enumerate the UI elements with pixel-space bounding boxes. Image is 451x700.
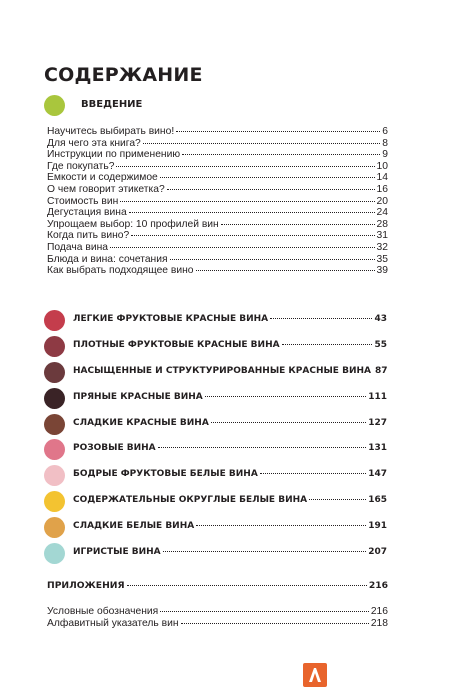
section-page: 127 — [368, 417, 387, 428]
toc-entry-page: 31 — [376, 230, 388, 242]
toc-entry-title: Алфавитный указатель вин — [47, 617, 179, 629]
toc-entry-page: 10 — [376, 160, 388, 172]
section-title: ИГРИСТЫЕ ВИНА — [73, 547, 161, 558]
dot-leader — [196, 270, 375, 271]
toc-entry[interactable] — [47, 172, 388, 184]
section-color-dot — [44, 543, 65, 564]
toc-entry-title: О чем говорит этикетка? — [47, 183, 165, 195]
toc-entry-page: 14 — [376, 172, 388, 184]
section-entry[interactable] — [44, 362, 387, 383]
section-entry[interactable] — [44, 310, 387, 331]
dot-leader — [163, 551, 367, 552]
dot-leader — [160, 177, 375, 178]
toc-entry-title: Когда пить вино? — [47, 230, 130, 242]
dot-leader — [170, 259, 375, 260]
section-color-dot — [44, 336, 65, 357]
toc-entry-page: 216 — [370, 606, 388, 617]
section-entry[interactable] — [44, 465, 387, 486]
toc-entry[interactable] — [47, 126, 388, 138]
dot-leader — [205, 396, 366, 397]
toc-entry-title: Подача вина — [47, 241, 108, 253]
dot-leader — [309, 499, 366, 500]
section-page: 87 — [374, 365, 388, 376]
toc-entry-title: Для чего эта книга? — [47, 137, 141, 149]
toc-entry-page: 39 — [376, 265, 388, 277]
section-entry[interactable] — [44, 388, 387, 409]
toc-entry[interactable] — [47, 606, 388, 618]
dot-leader — [120, 201, 374, 202]
dot-leader — [260, 473, 366, 474]
dot-leader — [160, 611, 369, 612]
section-page: 131 — [368, 443, 387, 454]
toc-entry[interactable] — [47, 207, 388, 219]
section-title: БОДРЫЕ ФРУКТОВЫЕ БЕЛЫЕ ВИНА — [73, 469, 258, 480]
toc-entry-title: Упрощаем выбор: 10 профилей вин — [47, 218, 219, 230]
toc-entry-title: Инструкции по применению — [47, 149, 181, 161]
intro-color-dot — [44, 95, 65, 116]
dot-leader — [158, 447, 367, 448]
intro-list — [47, 126, 388, 277]
toc-entry-page: 6 — [382, 126, 388, 137]
appendix-list — [47, 606, 388, 629]
section-entry[interactable] — [44, 491, 387, 512]
wine-sections — [44, 310, 387, 569]
section-page: 55 — [374, 339, 387, 350]
toc-entry-page: 35 — [376, 253, 388, 265]
dot-leader — [127, 585, 367, 586]
section-title: СЛАДКИЕ КРАСНЫЕ ВИНА — [73, 417, 209, 428]
toc-entry[interactable] — [47, 138, 388, 150]
page-title: СОДЕРЖАНИЕ — [44, 64, 203, 86]
section-entry[interactable] — [44, 414, 387, 435]
toc-entry-title: Дегустация вина — [47, 207, 127, 219]
toc-entry[interactable] — [47, 161, 388, 173]
section-entry[interactable] — [44, 439, 387, 460]
toc-entry-page: 9 — [382, 149, 388, 161]
appendix-heading-page: 216 — [368, 580, 388, 591]
dot-leader — [176, 131, 380, 132]
dot-leader — [167, 189, 375, 190]
section-title: СОДЕРЖАТЕЛЬНЫЕ ОКРУГЛЫЕ БЕЛЫЕ ВИНА — [73, 495, 308, 506]
toc-entry-title: Условные обозначения — [47, 606, 159, 617]
section-page: 191 — [368, 521, 387, 532]
section-color-dot — [44, 439, 65, 460]
publisher-logo-mark — [303, 663, 327, 687]
toc-entry[interactable] — [47, 230, 388, 242]
dot-leader — [129, 212, 375, 213]
section-color-dot — [44, 414, 65, 435]
toc-entry-title: Стоимость вин — [47, 195, 119, 207]
publisher-logo — [303, 663, 327, 687]
section-color-dot — [44, 388, 65, 409]
toc-entry-page: 28 — [376, 218, 388, 230]
dot-leader — [143, 143, 380, 144]
section-page: 111 — [368, 391, 387, 402]
toc-entry-title: Научитесь выбирать вино! — [47, 126, 175, 137]
toc-entry-page: 8 — [382, 137, 388, 149]
section-color-dot — [44, 362, 65, 383]
dot-leader — [282, 344, 373, 345]
section-page: 147 — [368, 469, 387, 480]
section-page: 165 — [368, 495, 387, 506]
toc-entry-title: Где покупать? — [47, 160, 115, 172]
dot-leader — [211, 422, 366, 423]
section-entry[interactable] — [44, 543, 387, 564]
dot-leader — [221, 224, 375, 225]
intro-heading — [44, 95, 404, 117]
section-title: ПЛОТНЫЕ ФРУКТОВЫЕ КРАСНЫЕ ВИНА — [73, 339, 280, 350]
section-title: ПРЯНЫЕ КРАСНЫЕ ВИНА — [73, 391, 203, 402]
toc-entry-page: 218 — [370, 617, 388, 629]
dot-leader — [131, 235, 374, 236]
section-color-dot — [44, 491, 65, 512]
toc-entry-title: Емкости и содержимое — [47, 172, 158, 184]
toc-entry[interactable] — [47, 254, 388, 266]
dot-leader — [110, 247, 375, 248]
toc-entry[interactable] — [47, 196, 388, 208]
section-color-dot — [44, 465, 65, 486]
toc-entry-title: Блюда и вина: сочетания — [47, 253, 168, 265]
toc-entry[interactable] — [47, 618, 388, 630]
section-color-dot — [44, 310, 65, 331]
appendix-heading-label: ПРИЛОЖЕНИЯ — [47, 580, 125, 591]
toc-entry-page: 24 — [376, 207, 388, 219]
appendix-heading[interactable] — [47, 580, 388, 591]
section-title: СЛАДКИЕ БЕЛЫЕ ВИНА — [73, 521, 195, 532]
section-title: ЛЕГКИЕ ФРУКТОВЫЕ КРАСНЫЕ ВИНА — [73, 314, 269, 324]
toc-entry[interactable] — [47, 265, 388, 277]
section-title: НАСЫЩЕННЫЕ И СТРУКТУРИРОВАННЫЕ КРАСНЫЕ ВИНА — [73, 365, 371, 376]
toc-entry-page: 16 — [376, 183, 388, 195]
dot-leader — [116, 166, 374, 167]
toc-entry[interactable] — [47, 149, 388, 161]
section-page: 207 — [368, 547, 387, 558]
section-page: 43 — [374, 314, 387, 324]
section-entry[interactable] — [44, 517, 387, 538]
toc-entry[interactable] — [47, 242, 388, 254]
dot-leader — [270, 318, 372, 319]
toc-entry[interactable] — [47, 219, 388, 231]
dot-leader — [181, 623, 369, 624]
section-title: РОЗОВЫЕ ВИНА — [73, 443, 156, 454]
dot-leader — [182, 154, 380, 155]
toc-entry-page: 20 — [376, 195, 388, 207]
dot-leader — [196, 525, 366, 526]
toc-entry[interactable] — [47, 184, 388, 196]
intro-heading-label: ВВЕДЕНИЕ — [81, 99, 143, 110]
toc-entry-page: 32 — [376, 241, 388, 253]
section-entry[interactable] — [44, 336, 387, 357]
section-color-dot — [44, 517, 65, 538]
toc-entry-title: Как выбрать подходящее вино — [47, 265, 194, 277]
